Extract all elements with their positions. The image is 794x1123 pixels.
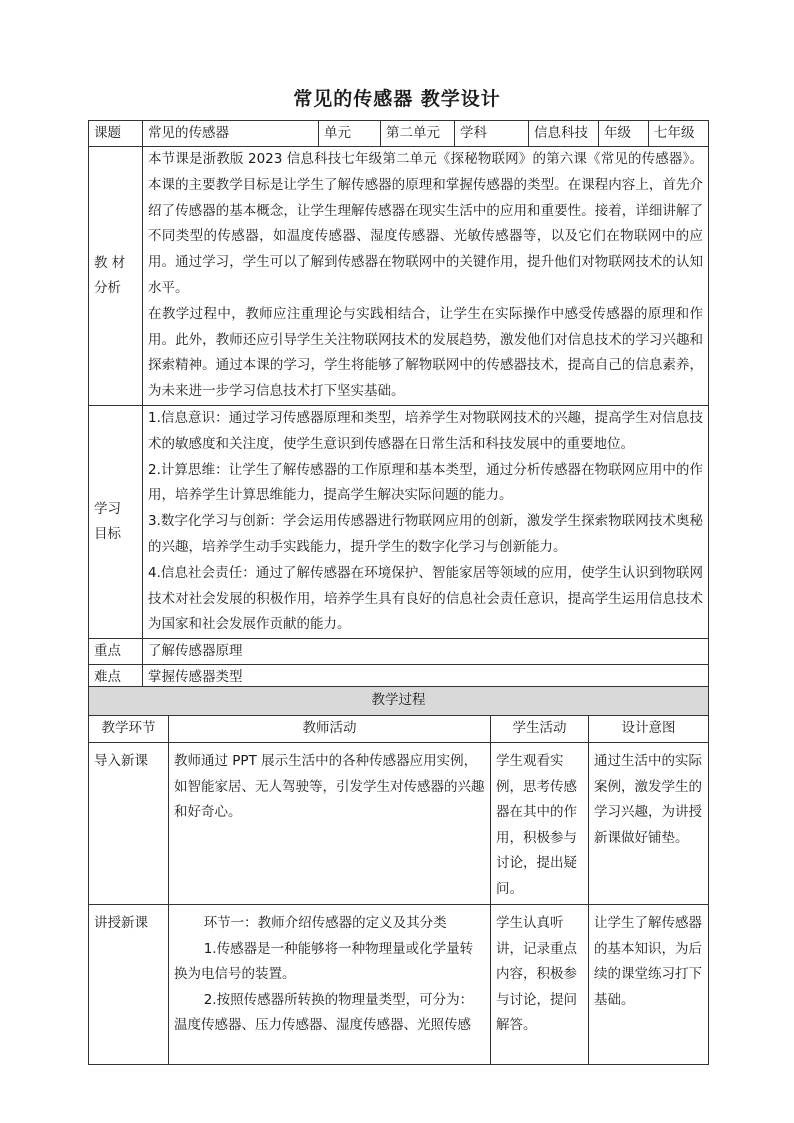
teacher-step-2: 1.传感器是一种能够将一种物理量或化学量转换为电信号的装置。	[174, 940, 474, 982]
teacher-step-1: 环节一：教师介绍传感器的定义及其分类	[203, 915, 447, 931]
goal-item-1: 1.信息意识：通过学习传感器原理和类型，培养学生对物联网技术的兴趣，提高学生对信息技术的敏感度和关注度，使学生意识到传感器在日常生活和科技发展中的重要地位。	[148, 409, 703, 452]
goals-label-text: 学习 目标	[94, 501, 121, 543]
info-table	[88, 120, 709, 691]
difficult-point-value: 掌握传感器类型	[143, 665, 709, 691]
difficult-point-label: 难点	[89, 665, 143, 691]
goal-item-2: 2.计算思维：让学生了解传感器的工作原理和基本类型，通过分析传感器在物联网应用中的作用，培养学生计算思维能力，提高学生解决实际问题的能力。	[148, 461, 703, 504]
goal-item-4: 4.信息社会责任：通过了解传感器在环境保护、智能家居等领域的应用，使学生认识到物联网技术对社会发展的积极作用，培养学生具有良好的信息社会责任意识，提高学生运用信息技术为国家和社会发展作贡献的能力。	[148, 564, 703, 633]
design-intent-new-lesson: 让学生了解传感器的基本知识，为后续的课堂练习打下基础。	[589, 905, 709, 1065]
unit-value: 第二单元	[381, 121, 455, 147]
topic-value: 常见的传感器	[143, 121, 319, 147]
goals-label	[89, 405, 143, 638]
stage-new-lesson: 讲授新课	[89, 905, 169, 1065]
analysis-content	[143, 147, 709, 406]
header-stage: 教学环节	[89, 716, 169, 743]
process-title: 教学过程	[89, 687, 709, 716]
topic-label: 课题	[89, 121, 143, 147]
analysis-label-text: 教 材 分析	[94, 254, 126, 296]
teacher-activity-intro: 教师通过 PPT 展示生活中的各种传感器应用实例，如智能家居、无人驾驶等，引发学生对传感器的兴趣和好奇心。	[169, 743, 491, 905]
grade-value: 七年级	[649, 121, 709, 147]
key-point-label: 重点	[89, 639, 143, 665]
subject-value: 信息科技	[529, 121, 599, 147]
page-title: 常见的传感器 教学设计	[293, 88, 501, 110]
process-table	[88, 686, 709, 1065]
goals-content	[143, 405, 709, 638]
analysis-paragraph-1: 本节课是浙教版 2023 信息科技七年级第二单元《探秘物联网》的第六课《常见的传感器》。本课的主要教学目标是让学生了解传感器的原理和掌握传感器的类型。在课程内容上，首先介绍了传感器的基本概念，让学生理解传感器在现实生活中的应用和重要性。接着，详细讲解了不同类型的传感器，如温度传感器、湿度传感器、光敏传感器等，以及它们在物联网中的应用。通过学习，学生可以了解到传感器在物联网中的关键作用，提升他们对物联网技术的认知水平。	[148, 151, 703, 296]
grade-label: 年级	[599, 121, 649, 147]
header-intent: 设计意图	[589, 716, 709, 743]
stage-intro: 导入新课	[89, 743, 169, 905]
key-point-value: 了解传感器原理	[143, 639, 709, 665]
subject-label: 学科	[455, 121, 529, 147]
design-intent-intro: 通过生活中的实际案例，激发学生的学习兴趣，为讲授新课做好铺垫。	[589, 743, 709, 905]
header-student: 学生活动	[491, 716, 589, 743]
goal-item-3: 3.数字化学习与创新：学会运用传感器进行物联网应用的创新，激发学生探索物联网技术奥秘的兴趣，培养学生动手实践能力，提升学生的数字化学习与创新能力。	[148, 513, 703, 555]
teacher-activity-new-lesson	[169, 905, 491, 1065]
analysis-paragraph-2: 在教学过程中，教师应注重理论与实践相结合，让学生在实际操作中感受传感器的原理和作用。此外，教师还应引导学生关注物联网技术的发展趋势，激发他们对信息技术的学习兴趣和探索精神。通过本课的学习，学生将能够了解物联网中的传感器技术，提高自己的信息素养，为未来进一步学习信息技术打下坚实基础。	[148, 305, 703, 400]
header-teacher: 教师活动	[169, 716, 491, 743]
student-activity-new-lesson: 学生认真听讲，记录重点内容，积极参与讨论，提问解答。	[491, 905, 589, 1065]
teacher-step-3: 2.按照传感器所转换的物理量类型，可分为：温度传感器、压力传感器、湿度传感器、光照传感	[174, 991, 474, 1033]
unit-label: 单元	[319, 121, 381, 147]
student-activity-intro: 学生观看实例，思考传感器在其中的作用，积极参与讨论，提出疑问。	[491, 743, 589, 905]
analysis-label	[89, 147, 143, 406]
